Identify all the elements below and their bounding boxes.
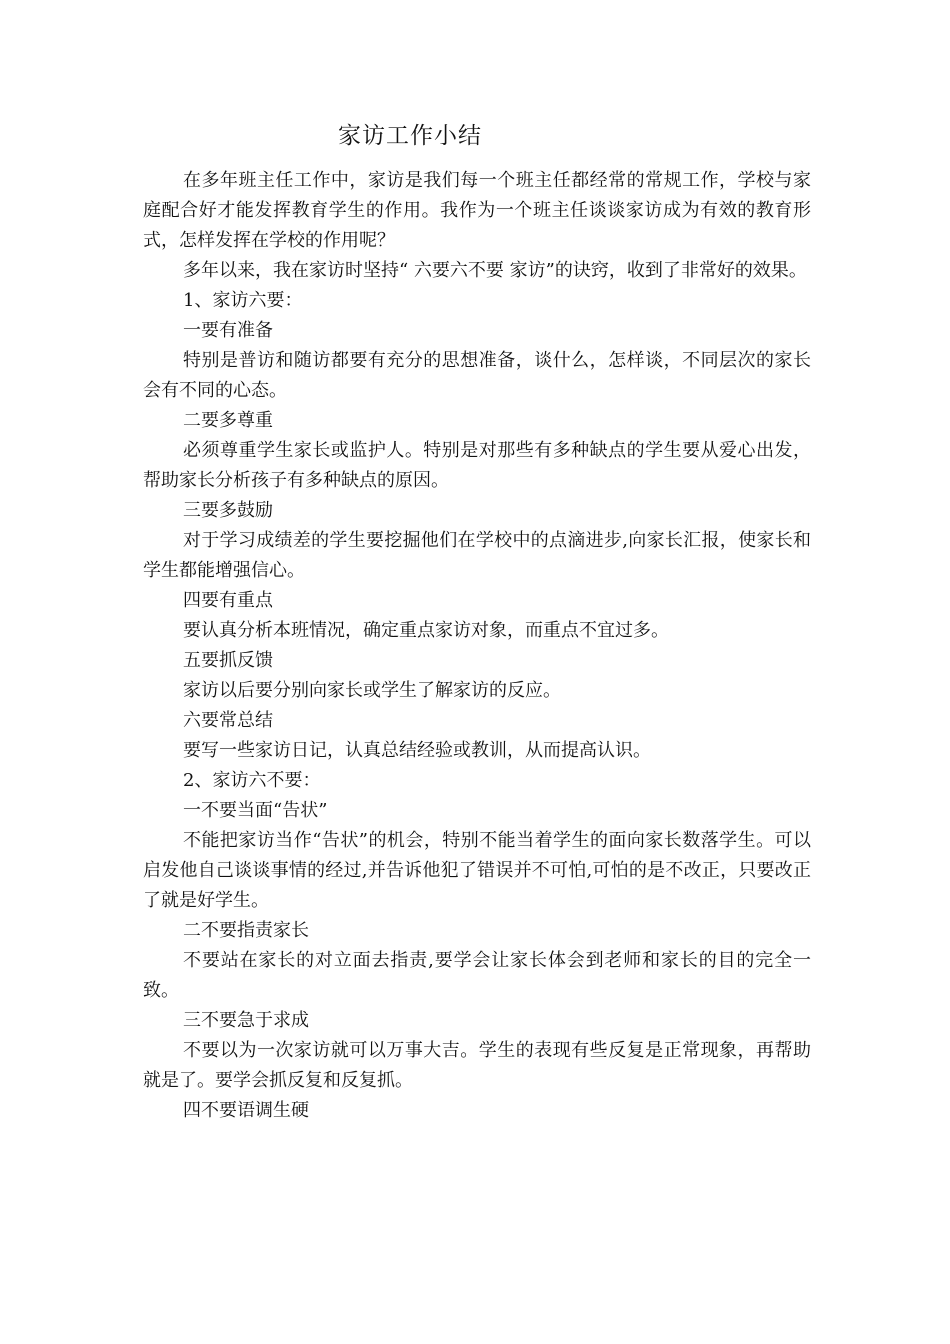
section-heading-six-dos: 1、家访六要： bbox=[183, 290, 303, 311]
item-text: 不要站在家长的对立面去指责,要学会让家长体会到老师和家长的目的完全一致。 bbox=[143, 950, 811, 1001]
item-heading: 二要多尊重 bbox=[183, 410, 273, 431]
item-text: 对于学习成绩差的学生要挖掘他们在学校中的点滴进步,向家长汇报，使家长和学生都能增强信心。 bbox=[143, 530, 811, 581]
item-heading: 四要有重点 bbox=[183, 590, 273, 611]
item-text: 必须尊重学生家长或监护人。特别是对那些有多种缺点的学生要从爱心出发，帮助家长分析孩子有多种缺点的原因。 bbox=[143, 440, 811, 491]
item-text: 不能把家访当作“告状”的机会，特别不能当着学生的面向家长数落学生。可以启发他自己谈谈事情的经过,并告诉他犯了错误并不可怕,可怕的是不改正，只要改正了就是好学生。 bbox=[143, 830, 811, 911]
item-heading: 一不要当面“告状” bbox=[183, 800, 328, 821]
document-title: 家访工作小结 bbox=[338, 123, 482, 149]
item-text: 家访以后要分别向家长或学生了解家访的反应。 bbox=[183, 680, 561, 701]
item-heading: 二不要指责家长 bbox=[183, 920, 309, 941]
item-text: 特别是普访和随访都要有充分的思想准备，谈什么，怎样谈，不同层次的家长会有不同的心态。 bbox=[143, 350, 811, 401]
section-heading-six-donts: 2、家访六不要： bbox=[183, 770, 321, 791]
paragraph-method: 多年以来，我在家访时坚持“ 六要六不要 家访”的诀窍，收到了非常好的效果。 bbox=[183, 260, 807, 281]
paragraph-intro: 在多年班主任工作中，家访是我们每一个班主任都经常的常规工作，学校与家庭配合好才能发挥教育学生的作用。我作为一个班主任谈谈家访成为有效的教育形式，怎样发挥在学校的作用呢？ bbox=[143, 170, 811, 251]
item-text: 不要以为一次家访就可以万事大吉。学生的表现有些反复是正常现象，再帮助就是了。要学会抓反复和反复抓。 bbox=[143, 1040, 811, 1091]
item-heading: 一要有准备 bbox=[183, 320, 273, 341]
item-heading: 五要抓反馈 bbox=[183, 650, 273, 671]
item-heading: 四不要语调生硬 bbox=[183, 1100, 309, 1121]
item-heading: 三不要急于求成 bbox=[183, 1010, 309, 1031]
item-text: 要写一些家访日记，认真总结经验或教训，从而提高认识。 bbox=[183, 740, 651, 761]
item-heading: 三要多鼓励 bbox=[183, 500, 273, 521]
document-body bbox=[143, 166, 811, 1126]
item-heading: 六要常总结 bbox=[183, 710, 273, 731]
item-text: 要认真分析本班情况，确定重点家访对象，而重点不宜过多。 bbox=[183, 620, 669, 641]
